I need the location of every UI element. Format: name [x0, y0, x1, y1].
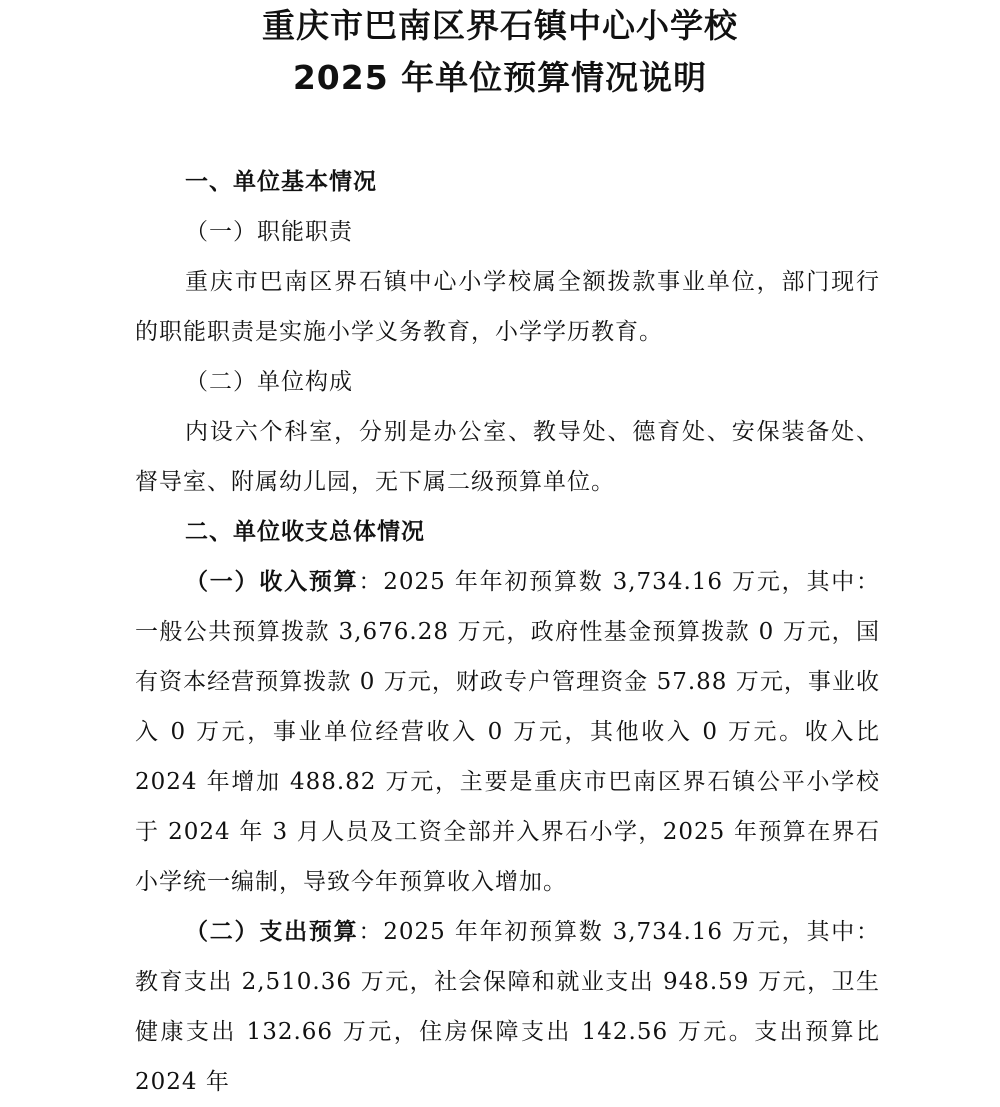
section-heading-basic-info: 一、单位基本情况 — [185, 169, 377, 195]
document-title: 重庆市巴南区界石镇中心小学校 — [262, 6, 738, 45]
document-body — [135, 157, 880, 1107]
paragraph-functions: 重庆市巴南区界石镇中心小学校属全额拨款事业单位，部门现行的职能职责是实施小学义务教育，小学学历教育。 — [135, 269, 880, 345]
paragraph-composition: 内设六个科室，分别是办公室、教导处、德育处、安保装备处、督导室、附属幼儿园，无下属二级预算单位。 — [135, 419, 880, 495]
subheading-functions: （一）职能职责 — [185, 219, 353, 245]
income-budget-text: ：2025 年年初预算数 3,734.16 万元，其中：一般公共预算拨款 3,676.28 万元，政府性基金预算拨款 0 万元，国有资本经营预算拨款 0 万元，财政专户管理资金 57.88 万元，事业收入 0 万元，事业单位经营收入 0 万元，其他收入 0 万元。收入比 2024 年增加 488.82 万元，主要是重庆市巴南区界石镇公平小学校于 2024 年 3 月人员及工资全部并入界石小学，2025 年预算在界石小学统一编制，导致今年预算收入增加。 — [135, 569, 881, 895]
section-heading-budget-overview: 二、单位收支总体情况 — [185, 519, 425, 545]
subheading-composition: （二）单位构成 — [185, 369, 353, 395]
expense-budget-text: ：2025 年年初预算数 3,734.16 万元，其中：教育支出 2,510.36 万元，社会保障和就业支出 948.59 万元，卫生健康支出 132.66 万元，住房保障支出 142.56 万元。支出预算比 2024 年 — [135, 919, 881, 1095]
paragraph-income-budget — [135, 557, 880, 907]
income-budget-label: （一）收入预算 — [185, 569, 359, 595]
paragraph-expense-budget — [135, 907, 880, 1107]
expense-budget-label: （二）支出预算 — [185, 919, 359, 945]
document-subtitle: 2025 年单位预算情况说明 — [292, 58, 708, 97]
